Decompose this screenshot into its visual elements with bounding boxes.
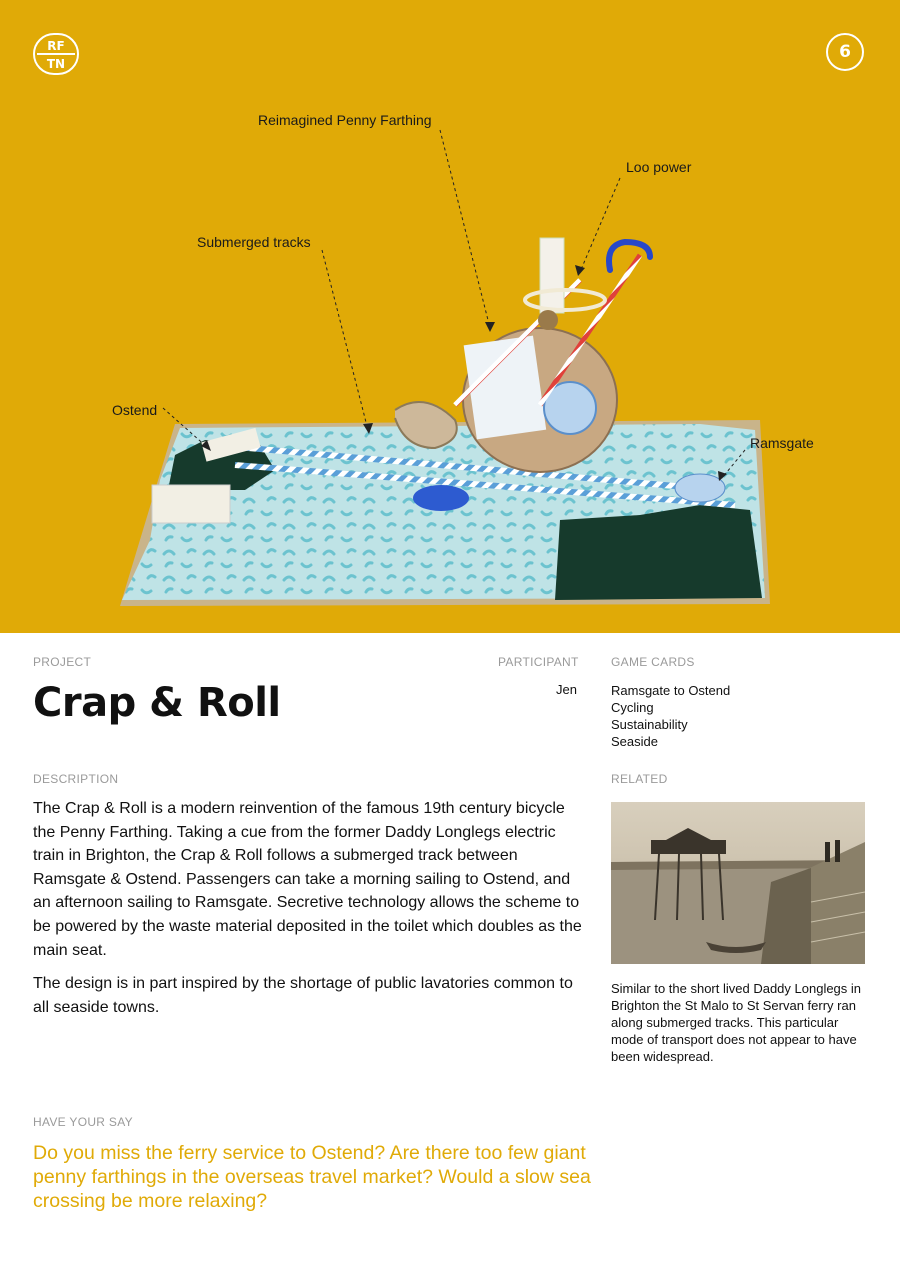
svg-text:TN: TN bbox=[46, 57, 66, 71]
leader-submerged bbox=[322, 250, 368, 430]
svg-text:RF: RF bbox=[47, 39, 65, 53]
related-caption: Similar to the short lived Daddy Longlegs in Brighton the St Malo to St Servan ferry ran along submerged tracks. This particular mode of transport does not appear to have been widespread. bbox=[611, 981, 862, 1064]
leader-penny-farthing bbox=[440, 130, 490, 328]
ramsgate-sticker bbox=[675, 474, 725, 502]
callout-ramsgate: Ramsgate bbox=[750, 435, 814, 451]
historic-ferry-photo bbox=[611, 802, 865, 964]
description-label: DESCRIPTION bbox=[33, 772, 119, 786]
project-title: Crap & Roll bbox=[33, 680, 281, 726]
handlebar bbox=[609, 242, 650, 270]
game-cards-label: GAME CARDS bbox=[611, 655, 695, 669]
game-cards-list bbox=[611, 682, 730, 750]
game-card-item: Sustainability bbox=[611, 717, 688, 732]
page-number-badge: 6 bbox=[826, 33, 864, 71]
have-your-say-label: HAVE YOUR SAY bbox=[33, 1115, 133, 1129]
toilet-seat bbox=[540, 238, 564, 313]
hero-image-area bbox=[0, 0, 900, 633]
callout-ostend: Ostend bbox=[112, 402, 158, 418]
mat-sticker bbox=[413, 485, 469, 511]
game-card-item: Seaside bbox=[611, 734, 658, 749]
description-body bbox=[33, 797, 583, 1029]
callout-penny-farthing: Reimagined Penny Farthing bbox=[258, 112, 432, 128]
have-your-say-question: Do you miss the ferry service to Ostend? Are there too few giant penny farthings in the overseas travel market? Would a slow sea crossing be more relaxing? bbox=[33, 1142, 591, 1212]
participant-name: Jen bbox=[556, 682, 577, 697]
participant-label: PARTICIPANT bbox=[498, 655, 579, 669]
project-label: PROJECT bbox=[33, 655, 92, 669]
callout-submerged-tracks: Submerged tracks bbox=[197, 234, 311, 250]
game-card-item: Cycling bbox=[611, 700, 654, 715]
ostend-card bbox=[152, 485, 230, 523]
related-label: RELATED bbox=[611, 772, 668, 786]
ramsgate-land bbox=[555, 505, 762, 600]
wheel-paper bbox=[464, 336, 547, 440]
description-paragraph: The Crap & Roll is a modern reinvention of the famous 19th century bicycle the Penny Farthing. Taking a cue from the former Daddy Longlegs electric train in Brighton, the Crap & Roll follows a submerged track between Ramsgate & Ostend. Passengers can take a morning sailing to Ostend, and an afternoon sailing to Ramsgate. Secretive technology allows the scheme to be powered by the waste material deposited in the toilet which doubles as the main seat. bbox=[33, 800, 582, 959]
model-illustration bbox=[0, 0, 900, 633]
callout-loo-power: Loo power bbox=[626, 159, 692, 175]
description-paragraph: The design is in part inspired by the shortage of public lavatories common to all seaside towns. bbox=[33, 975, 573, 1016]
game-card-item: Ramsgate to Ostend bbox=[611, 683, 731, 698]
leader-loo-power bbox=[580, 178, 620, 272]
